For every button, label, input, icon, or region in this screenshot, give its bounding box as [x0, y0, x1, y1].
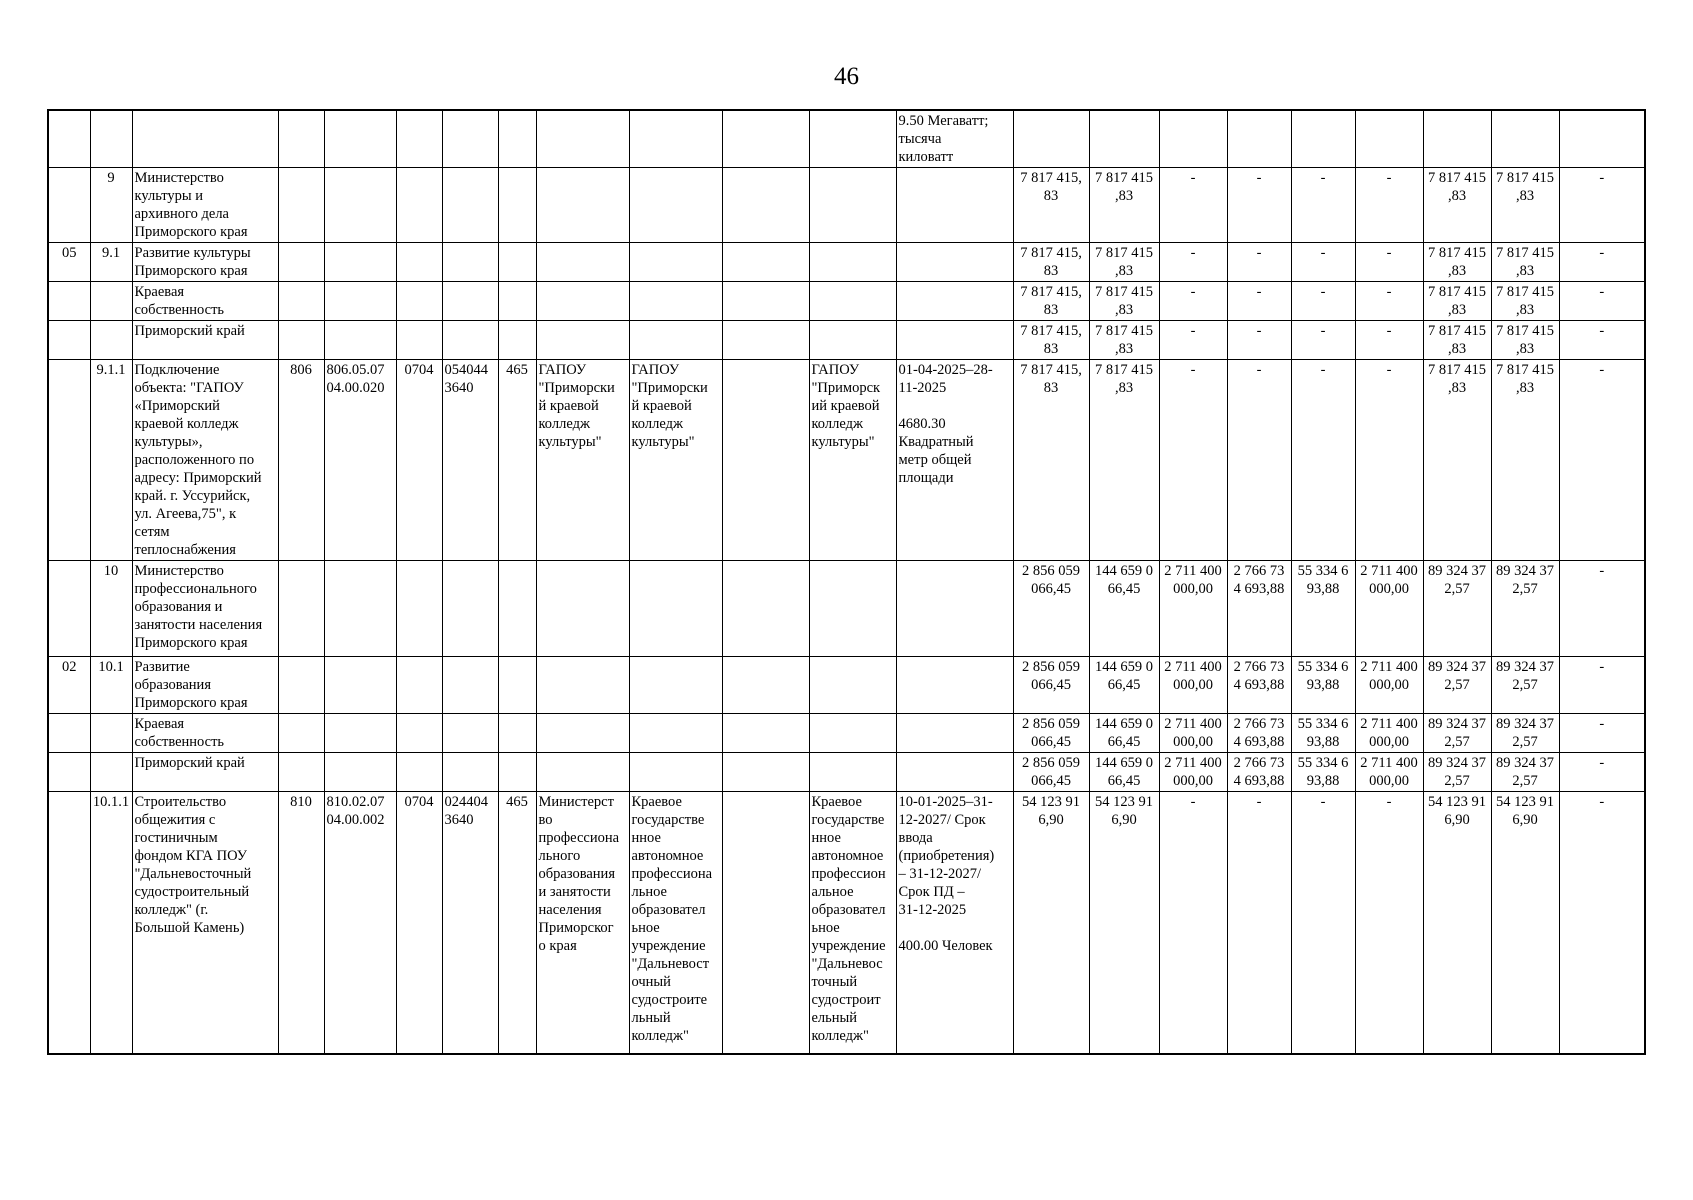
cell-num: 10.1: [90, 657, 132, 714]
cell-period: [896, 243, 1013, 282]
cell-code: [48, 792, 90, 1054]
cell-vr: [498, 714, 536, 753]
cell-customer: [536, 243, 629, 282]
cell-num: 9.1: [90, 243, 132, 282]
cell-period: [896, 168, 1013, 243]
cell-v2027: [1227, 110, 1291, 168]
cell-blank1: [722, 321, 809, 360]
cell-name: Развитие образования Приморского края: [132, 657, 278, 714]
cell-fb: 7 817 415 ,83: [1423, 360, 1491, 561]
cell-blank1: [722, 714, 809, 753]
cell-customer: [536, 282, 629, 321]
cell-developer: [629, 243, 722, 282]
cell-name: Развитие культуры Приморского края: [132, 243, 278, 282]
cell-rz: [396, 561, 442, 657]
cell-kbk: [324, 243, 396, 282]
cell-v2025: 144 659 0 66,45: [1089, 561, 1159, 657]
cell-customer: [536, 110, 629, 168]
cell-rb: 7 817 415 ,83: [1491, 360, 1559, 561]
cell-period: [896, 282, 1013, 321]
cell-developer: [629, 753, 722, 792]
cell-v2025: 7 817 415 ,83: [1089, 168, 1159, 243]
cell-vr: [498, 657, 536, 714]
cell-code: [48, 360, 90, 561]
cell-builder: [809, 714, 896, 753]
cell-developer: ГАПОУ "Приморски й краевой колледж культуры": [629, 360, 722, 561]
cell-num: [90, 753, 132, 792]
cell-v2025: 7 817 415 ,83: [1089, 282, 1159, 321]
cell-v2026: -: [1159, 282, 1227, 321]
cell-csr: [442, 714, 498, 753]
cell-vr: [498, 110, 536, 168]
cell-total: 2 856 059 066,45: [1013, 561, 1089, 657]
cell-rb: 89 324 37 2,57: [1491, 561, 1559, 657]
table-row: [48, 243, 1645, 282]
table-row: [48, 792, 1645, 1054]
cell-grbs: [278, 753, 324, 792]
cell-v2027: 2 766 73 4 693,88: [1227, 714, 1291, 753]
cell-code: [48, 714, 90, 753]
cell-kbk: [324, 168, 396, 243]
cell-rb: 89 324 37 2,57: [1491, 753, 1559, 792]
cell-v2026: 2 711 400 000,00: [1159, 561, 1227, 657]
cell-v2027: -: [1227, 321, 1291, 360]
cell-v2029: -: [1355, 282, 1423, 321]
table-row: [48, 110, 1645, 168]
cell-customer: [536, 714, 629, 753]
cell-vr: [498, 753, 536, 792]
cell-v2026: 2 711 400 000,00: [1159, 714, 1227, 753]
cell-v2029: -: [1355, 243, 1423, 282]
cell-period: 10-01-2025–31- 12-2027/ Срок ввода (приобретения) – 31-12-2027/ Срок ПД – 31-12-2025 400.00 Человек: [896, 792, 1013, 1054]
cell-vr: [498, 321, 536, 360]
cell-code: [48, 321, 90, 360]
cell-num: [90, 714, 132, 753]
table-row: [48, 282, 1645, 321]
cell-v2026: 2 711 400 000,00: [1159, 753, 1227, 792]
cell-fb: 89 324 37 2,57: [1423, 561, 1491, 657]
cell-period: [896, 753, 1013, 792]
cell-builder: [809, 282, 896, 321]
cell-code: 02: [48, 657, 90, 714]
cell-kbk: [324, 714, 396, 753]
cell-rb: 89 324 37 2,57: [1491, 714, 1559, 753]
cell-csr: [442, 168, 498, 243]
cell-total: 7 817 415, 83: [1013, 321, 1089, 360]
cell-builder: [809, 321, 896, 360]
cell-blank1: [722, 360, 809, 561]
cell-v2026: [1159, 110, 1227, 168]
cell-rb: 54 123 91 6,90: [1491, 792, 1559, 1054]
cell-name: Строительство общежития с гостиничным фондом КГА ПОУ "Дальневосточный судостроительный колледж" (г. Большой Камень): [132, 792, 278, 1054]
cell-code: [48, 561, 90, 657]
cell-rz: [396, 282, 442, 321]
cell-total: 7 817 415, 83: [1013, 360, 1089, 561]
table-row: [48, 168, 1645, 243]
cell-v2025: 7 817 415 ,83: [1089, 360, 1159, 561]
cell-total: 2 856 059 066,45: [1013, 753, 1089, 792]
cell-grbs: [278, 168, 324, 243]
cell-fb: 54 123 91 6,90: [1423, 792, 1491, 1054]
cell-num: 10.1.1: [90, 792, 132, 1054]
cell-grbs: [278, 282, 324, 321]
cell-v2029: 2 711 400 000,00: [1355, 753, 1423, 792]
cell-name: Приморский край: [132, 753, 278, 792]
cell-v2025: 54 123 91 6,90: [1089, 792, 1159, 1054]
cell-v2029: [1355, 110, 1423, 168]
cell-period: 9.50 Мегаватт; тысяча киловатт: [896, 110, 1013, 168]
cell-total: 2 856 059 066,45: [1013, 657, 1089, 714]
cell-v2025: [1089, 110, 1159, 168]
cell-v2027: 2 766 73 4 693,88: [1227, 561, 1291, 657]
page-number: 46: [834, 63, 859, 90]
cell-v2027: -: [1227, 792, 1291, 1054]
cell-developer: [629, 110, 722, 168]
cell-other: -: [1559, 657, 1645, 714]
cell-rz: 0704: [396, 792, 442, 1054]
cell-v2025: 144 659 0 66,45: [1089, 753, 1159, 792]
cell-blank1: [722, 657, 809, 714]
cell-other: -: [1559, 168, 1645, 243]
cell-kbk: [324, 282, 396, 321]
cell-period: [896, 657, 1013, 714]
cell-customer: Министерст во профессиона льного образования и занятости населения Приморског о края: [536, 792, 629, 1054]
cell-developer: [629, 168, 722, 243]
cell-v2028: 55 334 6 93,88: [1291, 753, 1355, 792]
cell-vr: [498, 282, 536, 321]
cell-rb: 7 817 415 ,83: [1491, 243, 1559, 282]
cell-kbk: [324, 561, 396, 657]
cell-rb: 7 817 415 ,83: [1491, 168, 1559, 243]
cell-fb: 89 324 37 2,57: [1423, 753, 1491, 792]
cell-period: [896, 321, 1013, 360]
cell-developer: Краевое государстве нное автономное профессиона льное образовател ьное учреждение "Дальневост очный судостроите льный колледж": [629, 792, 722, 1054]
cell-total: 2 856 059 066,45: [1013, 714, 1089, 753]
cell-total: [1013, 110, 1089, 168]
cell-v2029: -: [1355, 360, 1423, 561]
table-row: [48, 360, 1645, 561]
cell-kbk: [324, 321, 396, 360]
cell-fb: 7 817 415 ,83: [1423, 243, 1491, 282]
cell-total: 54 123 91 6,90: [1013, 792, 1089, 1054]
cell-v2025: 144 659 0 66,45: [1089, 714, 1159, 753]
cell-csr: [442, 753, 498, 792]
cell-v2025: 7 817 415 ,83: [1089, 321, 1159, 360]
cell-grbs: [278, 561, 324, 657]
cell-other: -: [1559, 792, 1645, 1054]
cell-developer: [629, 321, 722, 360]
cell-v2029: 2 711 400 000,00: [1355, 657, 1423, 714]
cell-v2028: 55 334 6 93,88: [1291, 561, 1355, 657]
cell-v2027: -: [1227, 360, 1291, 561]
cell-v2027: 2 766 73 4 693,88: [1227, 753, 1291, 792]
cell-v2028: 55 334 6 93,88: [1291, 657, 1355, 714]
cell-fb: 89 324 37 2,57: [1423, 714, 1491, 753]
cell-grbs: [278, 321, 324, 360]
cell-developer: [629, 282, 722, 321]
cell-kbk: 806.05.07 04.00.020: [324, 360, 396, 561]
cell-other: -: [1559, 243, 1645, 282]
cell-v2028: [1291, 110, 1355, 168]
cell-other: [1559, 110, 1645, 168]
cell-vr: [498, 243, 536, 282]
cell-rb: 7 817 415 ,83: [1491, 321, 1559, 360]
cell-vr: [498, 561, 536, 657]
cell-v2029: 2 711 400 000,00: [1355, 561, 1423, 657]
cell-csr: [442, 321, 498, 360]
cell-v2028: 55 334 6 93,88: [1291, 714, 1355, 753]
cell-v2029: -: [1355, 321, 1423, 360]
cell-v2026: -: [1159, 792, 1227, 1054]
cell-v2027: -: [1227, 168, 1291, 243]
cell-v2028: -: [1291, 360, 1355, 561]
cell-vr: 465: [498, 360, 536, 561]
cell-v2028: -: [1291, 168, 1355, 243]
cell-code: 05: [48, 243, 90, 282]
cell-v2026: 2 711 400 000,00: [1159, 657, 1227, 714]
table-row: [48, 714, 1645, 753]
cell-csr: [442, 561, 498, 657]
table-row: [48, 753, 1645, 792]
cell-v2026: -: [1159, 321, 1227, 360]
cell-code: [48, 168, 90, 243]
cell-rz: 0704: [396, 360, 442, 561]
cell-rz: [396, 714, 442, 753]
cell-v2026: -: [1159, 360, 1227, 561]
cell-developer: [629, 561, 722, 657]
cell-kbk: [324, 753, 396, 792]
cell-kbk: [324, 110, 396, 168]
cell-total: 7 817 415, 83: [1013, 282, 1089, 321]
cell-customer: ГАПОУ "Приморски й краевой колледж культуры": [536, 360, 629, 561]
cell-code: [48, 753, 90, 792]
cell-name: Краевая собственность: [132, 282, 278, 321]
table-row: [48, 561, 1645, 657]
cell-kbk: 810.02.07 04.00.002: [324, 792, 396, 1054]
cell-rz: [396, 321, 442, 360]
cell-v2028: -: [1291, 243, 1355, 282]
table-row: [48, 657, 1645, 714]
cell-name: Приморский край: [132, 321, 278, 360]
cell-csr: 024404 3640: [442, 792, 498, 1054]
cell-developer: [629, 714, 722, 753]
cell-builder: [809, 753, 896, 792]
cell-v2026: -: [1159, 168, 1227, 243]
cell-vr: 465: [498, 792, 536, 1054]
cell-period: 01-04-2025–28- 11-2025 4680.30 Квадратный метр общей площади: [896, 360, 1013, 561]
cell-customer: [536, 168, 629, 243]
cell-grbs: 810: [278, 792, 324, 1054]
cell-v2029: -: [1355, 168, 1423, 243]
cell-rz: [396, 168, 442, 243]
cell-v2025: 144 659 0 66,45: [1089, 657, 1159, 714]
cell-v2028: -: [1291, 792, 1355, 1054]
cell-rz: [396, 243, 442, 282]
cell-builder: [809, 657, 896, 714]
cell-rb: 89 324 37 2,57: [1491, 657, 1559, 714]
cell-name: Министерство профессионального образования и занятости населения Приморского края: [132, 561, 278, 657]
cell-blank1: [722, 753, 809, 792]
cell-name: Подключение объекта: "ГАПОУ «Приморский краевой колледж культуры», расположенного по адресу: Приморский край. г. Уссурийск, ул. Агеева,75", к сетям теплоснабжения: [132, 360, 278, 561]
cell-blank1: [722, 792, 809, 1054]
cell-name: [132, 110, 278, 168]
cell-builder: Краевое государстве нное автономное профессион альное образовател ьное учреждение "Дальневос точный судостроит ельный колледж": [809, 792, 896, 1054]
cell-other: -: [1559, 321, 1645, 360]
cell-fb: 7 817 415 ,83: [1423, 282, 1491, 321]
cell-csr: [442, 282, 498, 321]
cell-kbk: [324, 657, 396, 714]
cell-developer: [629, 657, 722, 714]
cell-num: [90, 282, 132, 321]
cell-csr: [442, 110, 498, 168]
cell-num: 10: [90, 561, 132, 657]
cell-other: -: [1559, 282, 1645, 321]
cell-grbs: [278, 243, 324, 282]
cell-name: Министерство культуры и архивного дела Приморского края: [132, 168, 278, 243]
table-row: [48, 321, 1645, 360]
cell-customer: [536, 561, 629, 657]
cell-num: 9: [90, 168, 132, 243]
cell-rb: 7 817 415 ,83: [1491, 282, 1559, 321]
cell-grbs: [278, 657, 324, 714]
cell-blank1: [722, 243, 809, 282]
cell-fb: 89 324 37 2,57: [1423, 657, 1491, 714]
cell-code: [48, 282, 90, 321]
cell-total: 7 817 415, 83: [1013, 168, 1089, 243]
budget-table: [47, 109, 1646, 1055]
cell-rb: [1491, 110, 1559, 168]
cell-builder: [809, 168, 896, 243]
cell-customer: [536, 321, 629, 360]
cell-total: 7 817 415, 83: [1013, 243, 1089, 282]
cell-builder: [809, 561, 896, 657]
cell-other: -: [1559, 753, 1645, 792]
cell-csr: 054044 3640: [442, 360, 498, 561]
cell-builder: ГАПОУ "Приморск ий краевой колледж культуры": [809, 360, 896, 561]
cell-v2025: 7 817 415 ,83: [1089, 243, 1159, 282]
cell-rz: [396, 753, 442, 792]
cell-customer: [536, 657, 629, 714]
cell-builder: [809, 243, 896, 282]
cell-customer: [536, 753, 629, 792]
cell-blank1: [722, 110, 809, 168]
cell-other: -: [1559, 360, 1645, 561]
cell-blank1: [722, 282, 809, 321]
cell-blank1: [722, 561, 809, 657]
cell-vr: [498, 168, 536, 243]
cell-period: [896, 714, 1013, 753]
cell-v2028: -: [1291, 321, 1355, 360]
cell-grbs: [278, 110, 324, 168]
cell-grbs: 806: [278, 360, 324, 561]
cell-name: Краевая собственность: [132, 714, 278, 753]
cell-num: [90, 110, 132, 168]
cell-v2027: 2 766 73 4 693,88: [1227, 657, 1291, 714]
cell-rz: [396, 657, 442, 714]
cell-csr: [442, 657, 498, 714]
cell-v2027: -: [1227, 282, 1291, 321]
cell-fb: 7 817 415 ,83: [1423, 321, 1491, 360]
cell-v2027: -: [1227, 243, 1291, 282]
cell-fb: 7 817 415 ,83: [1423, 168, 1491, 243]
cell-v2029: 2 711 400 000,00: [1355, 714, 1423, 753]
cell-v2028: -: [1291, 282, 1355, 321]
cell-num: [90, 321, 132, 360]
cell-v2026: -: [1159, 243, 1227, 282]
cell-rz: [396, 110, 442, 168]
cell-builder: [809, 110, 896, 168]
cell-code: [48, 110, 90, 168]
cell-other: -: [1559, 714, 1645, 753]
cell-other: -: [1559, 561, 1645, 657]
cell-period: [896, 561, 1013, 657]
cell-num: 9.1.1: [90, 360, 132, 561]
cell-grbs: [278, 714, 324, 753]
cell-v2029: -: [1355, 792, 1423, 1054]
cell-fb: [1423, 110, 1491, 168]
cell-blank1: [722, 168, 809, 243]
cell-csr: [442, 243, 498, 282]
